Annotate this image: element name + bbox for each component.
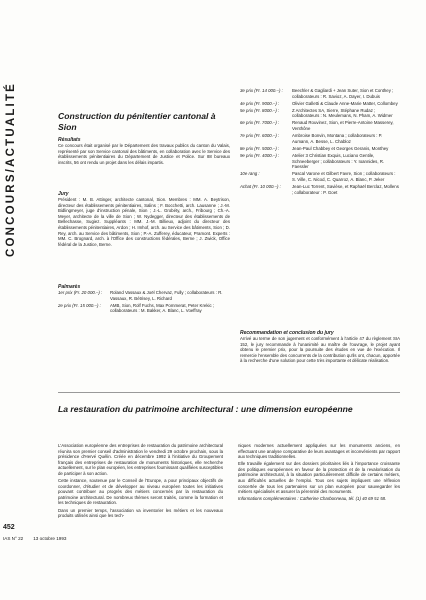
prize-row bbox=[240, 146, 400, 152]
section-label: CONCOURS/ACTUALITÉ bbox=[5, 81, 17, 257]
article-divider bbox=[58, 392, 400, 393]
prize-winners: Beechler & Gagliardi + Jean Suter, Sion et Conthey ; collaborateurs : R. Savioz, A. Dayer, I. Dubuis bbox=[292, 88, 394, 99]
prize-row bbox=[240, 153, 400, 170]
jury-text: Président : M. B. Attinger, architecte cantonal, Sion. Membres : MM. A. Beytrison, directeur des établissements pénitentiaires, Salins ; F. Bocchetti, arch. Lausanne ; J.-M. Bidlingmeyer, juge d'instruction pénale, Sion ; J.-L. Grobéty, arch., Fribourg ; Ch.-A. Meyer, architecte de la ville de Sion ; W. Nydegger, directeur des établissements de Bellechasse, Sugiez. Suppléants : MM. J.-M. Billieux, adjoint du directeur des établissements pénitentiaires, Ardon ; H. Imhof, arch. au Service des bâtiments, Sion ; D. Rey, arch. au Service des bâtiments, Sion ; P.-A. Zufferey, éducateur, Pramont. Experts : MM. C. Brognard, arch. à l'Office des constructions fédérales, Berne ; J. Zwick, Office fédéral de la Justice, Berne. bbox=[58, 197, 230, 247]
resultats-heading: Résultats bbox=[58, 137, 81, 143]
prize-winners: Atelier 3 Christian Exquis, Luciano Gentile, Schneeberger ; collaborateurs : Y. Ioannides, R. Faessler bbox=[292, 152, 385, 170]
page-number: 452 bbox=[3, 524, 15, 531]
prize-row bbox=[58, 290, 230, 301]
prize-winners: Z Architectes SA, Sierre, Stéphane Rudaz ; collaborateurs : N. Meulemans, N. Pham, A. Widmer bbox=[292, 107, 393, 119]
recommendation-text: Arrivé au terme de son jugement et conformément à l'article 47 du règlement SIA 152, le jury recommande à l'unanimité au maître de l'ouvrage, le projet ayant obtenu le premier prix, pour la poursuite des études en vue de l'exécution. Il remercie l'ensemble des concurrents de la contribution qu'ils ont, chacun, apportée à la recherche d'une solution pour cette très importante et délicate réalisation. bbox=[240, 336, 400, 364]
prize-label: 9e prix (Fr. 4000.–) : bbox=[240, 152, 280, 158]
prize-label: 4e prix (Fr. 9000.–) : bbox=[240, 100, 280, 106]
prize-label: 8e prix (Fr. 5000.–) : bbox=[240, 145, 280, 151]
prize-row bbox=[240, 171, 400, 182]
jury-block bbox=[58, 191, 230, 247]
prize-winners: Olivier Galletti & Claude Anne-Marie Matter, Collombey bbox=[292, 100, 398, 106]
resultats-text: Ce concours était organisé par le Département des travaux publics du canton du Valais, représenté par son Service cantonal des bâtiments, en collaboration avec le Service des établissements pénitentiaires du Département de Justice et Police. Sur 88 bureaux inscrits, 56 ont rendu un projet dans les délais impartis. bbox=[58, 143, 230, 165]
paragraph: Cette instance, soutenue par le Conseil de l'Europe, a pour principaux objectifs de coordonner, d'étudier et de développer au niveau européen toutes les initiatives pouvant contribuer au progrès des métiers concernés par la restauration du patrimoine architectural. De nombreux thèmes seront traités, comme la formation et les techniques de restauration. bbox=[58, 478, 223, 506]
issue-line bbox=[3, 536, 76, 541]
prize-row bbox=[240, 101, 400, 107]
prize-winners: Pascal Varone et Gilbert Favre, Sion ; collaborateurs : S. Ville, C. Nicod, C. Quarroz, A. Blanc, P. Jeker bbox=[292, 171, 396, 182]
prize-label: 2e prix (Fr. 15 000.–) : bbox=[58, 302, 101, 308]
article2-title: La restauration du patrimoine architectural : une dimension européenne bbox=[58, 404, 353, 414]
prize-label: 7e prix (Fr. 6000.–) : bbox=[240, 133, 280, 139]
prize-winners: Ambroise Bonvin, Montana ; collaborateurs : P. Aumann, A. Besse, L. Chabloz bbox=[292, 133, 383, 144]
prize-label: 1er prix (Fr. 20 000.–) : bbox=[58, 290, 103, 295]
prize-winners: Renaud Rouvinez, Sion, et Pierre-Antoine Masserey, Venthône bbox=[292, 120, 394, 132]
prize-row bbox=[240, 120, 400, 131]
palmares-heading: Palmarès bbox=[58, 284, 81, 290]
prize-label: 5e prix (Fr. 8000.–) : bbox=[240, 107, 280, 113]
prize-label: 3e prix (Fr. 14 000.–) : bbox=[240, 88, 283, 93]
prize-row bbox=[240, 133, 400, 144]
issue-date: 13 octobre 1993 bbox=[33, 536, 67, 541]
prize-label: 6e prix (Fr. 7000.–) : bbox=[240, 120, 280, 126]
prize-winners: Jean-Paul Chabbey et Georges Geranis, Monthey bbox=[292, 145, 389, 151]
prize-row bbox=[240, 88, 400, 99]
resultats-block bbox=[58, 137, 230, 165]
paragraph: Elle travaille également sur des dossiers prioritaires liés à l'importance croissante des politiques européennes en faveur de la protection et de la revalorisation du patrimoine architectural, à la situation particulièrement difficile de certains métiers, aux difficultés actuelles de l'emploi. Tous ces sujets impliquent une réflexion concertée de tous les partenaires sur un plan européen pour sauvegarder les métiers spécialisés et assurer la pérennité des monuments. bbox=[238, 461, 400, 495]
paragraph: Dans un premier temps, l'association va inventorier les métiers et les nouveaux produits utilisés ainsi que les tech- bbox=[58, 507, 223, 519]
paragraph: L'Association européenne des entreprises de restauration du patrimoine architectural réunira son premier conseil d'administration le vendredi 29 octobre prochain, sous la présidence d'Hervé Quélin. Créée en décembre 1992 à l'initiative du Groupement français des entreprises de restauration de monuments historiques, elle recherche actuellement, sur le plan européen, les entreprises fournissant qualifiées susceptibles de participer à son action. bbox=[58, 443, 223, 476]
recommendation-block bbox=[240, 330, 400, 364]
prize-winners: Roland Vassaux & Joël Chervaz, Fully ; collaborateurs : R. Vassaux, R. Bétrisey, L. Richard bbox=[110, 290, 223, 301]
recommendation-heading: Recommandation et conclusion du jury bbox=[240, 330, 334, 336]
palmares-block bbox=[58, 284, 230, 314]
contact-paragraph: Informations complémentaires : Catherine Charbonneau, tél. (1) 40 69 51 58. bbox=[238, 496, 387, 502]
issue-number: IAS N° 22 bbox=[3, 536, 24, 541]
article1-title: Construction du pénitentier cantonal à Sion bbox=[58, 111, 216, 132]
prize-row bbox=[240, 108, 400, 119]
article2-column-left bbox=[58, 443, 223, 519]
prize-winners: Jean-Luc Torrent, Savièse, et Raphaël Berclaz, Mollens ; collaborateur : P. Goet bbox=[292, 183, 399, 195]
prize-label: 10e rang : bbox=[240, 171, 260, 177]
prize-winners: AMB, Sion, Rolf Fuchs, Max Pommerat, Peter Krekic ; collaborateurs : M. Bakker, A. Blanc, L. Voeffray bbox=[110, 302, 215, 314]
prizes-right-block bbox=[240, 88, 400, 195]
prize-label: Achat (Fr. 10 000.–) : bbox=[240, 183, 281, 189]
jury-heading: Jury bbox=[58, 191, 69, 197]
prize-row bbox=[240, 184, 400, 195]
prize-row bbox=[58, 303, 230, 314]
paragraph: niques modernes actuellement appliquées sur les monuments anciens, en effectuant une analyse comparative de leurs avantages et inconvénients par rapport aux techniques traditionnelles. bbox=[238, 443, 400, 460]
article2-column-right bbox=[238, 443, 400, 502]
